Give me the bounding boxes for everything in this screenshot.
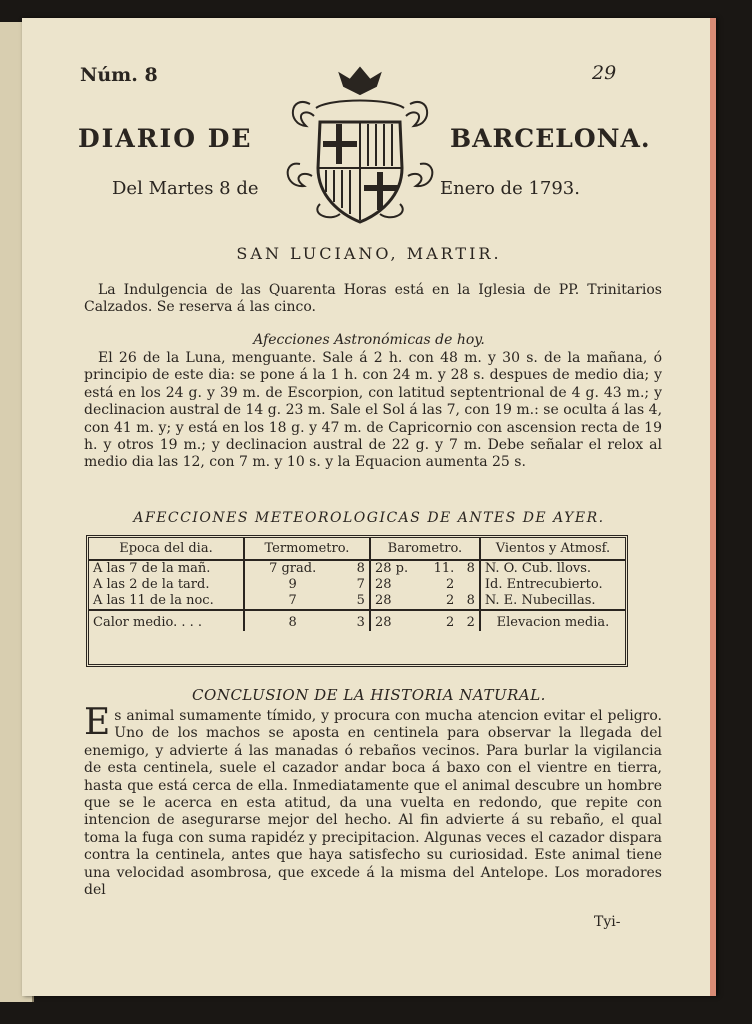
meteorology-heading: AFECCIONES METEOROLOGICAS DE ANTES DE AYER. [133, 510, 605, 526]
masthead-title-left: DIARIO DE [78, 124, 253, 153]
conclusion-text: s animal sumamente tímido, y procura con mucha atencion evitar el peligro. Uno de los machos se aposta en centinela para observar la llegada del enemigo, y advierte á las manadas ó rebaños vecinos. Para burlar la vigilancia de esta centinela, suele el cazador andar boca á baxo con el vientre en tierra, hasta que está cerca de ella. Inmediatamente que el animal descubre un hombre que se le acerca en esta atitud, da una vuelta en redondo, que repite con intencion de asegurarse mejor del hecho. Al fin advierte á su rebaño, el qual toma la fuga con suma rapidéz y precipitacion. Algunas veces el cazador dispara contra la centinela, antes que haya satisfecho su curiosidad. Este animal tiene una velocidad asombrosa, que excede á la misma del Antelope. Los moradores del [84, 708, 662, 899]
astronomy-heading: Afecciones Astronómicas de hoy. [253, 332, 485, 348]
cell-temp: 7 [288, 593, 297, 608]
cell-baro: 28 p. [374, 561, 409, 576]
cell-temp: 7 grad. [269, 561, 317, 576]
cell-epoca: Calor medio. . . . [89, 610, 244, 631]
summary-row [89, 610, 625, 631]
cell-baro-lines: 11. [433, 561, 455, 576]
cell-baro-fraction [458, 577, 480, 593]
cell-temp: 9 [288, 577, 297, 592]
meteorology-table [86, 535, 628, 667]
cell-wind: Elevacion media. [480, 610, 625, 631]
page-number: 29 [592, 62, 617, 84]
cell-temp-fraction: 8 [340, 560, 370, 577]
barcelona-coat-of-arms-icon [280, 64, 440, 228]
conclusion-heading: CONCLUSION DE LA HISTORIA NATURAL. [192, 686, 546, 704]
cell-baro: 28 [370, 610, 423, 631]
cell-epoca: A las 7 de la mañ. [89, 560, 244, 577]
cell-epoca: A las 11 de la noc. [89, 593, 244, 610]
cell-baro: 28 [374, 593, 392, 608]
cell-wind: Id. Entrecubierto. [484, 577, 603, 592]
cell-baro-fraction: 2 [458, 610, 480, 631]
cell-baro-lines: 2 [446, 593, 455, 608]
cell-epoca: A las 2 de la tard. [89, 577, 244, 593]
table-row [89, 577, 625, 593]
cell-baro-fraction: 8 [458, 560, 480, 577]
astronomy-text: El 26 de la Luna, menguante. Sale á 2 h. con 48 m. y 30 s. de la mañana, ó principio de este dia: se pone á la 1 h. con 24 m. y 28 s. despues de medio dia; y está en los 24 g. y 39 m. de Escorpion, con latitud septentrional de 4 g. 43 m.; y declinacion austral de 14 g. 23 m. Sale el Sol á las 7, con 19 m.: se oculta á las 4, con 41 m. y; y está en los 18 g. y 47 m. de Capricornio con ascension recta de 19 h. y otros 19 m.; y declinacion austral de 22 g. y 7 m. Debe señalar el relox al medio dia las 12, con 7 m. y 10 s. y la Equacion aumenta 25 s. [84, 350, 663, 471]
issue-number: Núm. 8 [80, 64, 158, 86]
cell-temp-fraction: 5 [340, 593, 370, 610]
table-row [89, 560, 625, 577]
indulgence-notice: La Indulgencia de las Quarenta Horas está en la Iglesia de PP. Trinitarios Calzados. Se reserva á las cinco. [84, 282, 662, 316]
column-header: Epoca del dia. [89, 538, 244, 560]
newspaper-page [22, 18, 716, 996]
saint-of-day: SAN LUCIANO, MARTIR. [236, 244, 502, 263]
cell-wind: N. O. Cub. llovs. [484, 561, 592, 576]
date-right: Enero de 1793. [440, 178, 580, 199]
table-row [89, 593, 625, 610]
date-left: Del Martes 8 de [112, 178, 259, 199]
catchword: Tyi- [594, 914, 621, 930]
conclusion-body [84, 702, 662, 899]
cell-temp-fraction: 7 [340, 577, 370, 593]
drop-cap: E [84, 702, 111, 743]
cell-temp-fraction: 3 [340, 610, 370, 631]
masthead-title-right: BARCELONA. [450, 124, 651, 153]
column-header: Barometro. [370, 538, 480, 560]
cell-baro-fraction: 8 [458, 593, 480, 610]
cell-baro-lines: 2 [446, 577, 455, 592]
cell-wind: N. E. Nubecillas. [484, 593, 596, 608]
cell-baro: 28 [374, 577, 392, 592]
cell-baro-lines: 2 [423, 610, 459, 631]
cell-temp: 8 [244, 610, 340, 631]
column-header: Termometro. [244, 538, 370, 560]
column-header: Vientos y Atmosf. [480, 538, 625, 560]
